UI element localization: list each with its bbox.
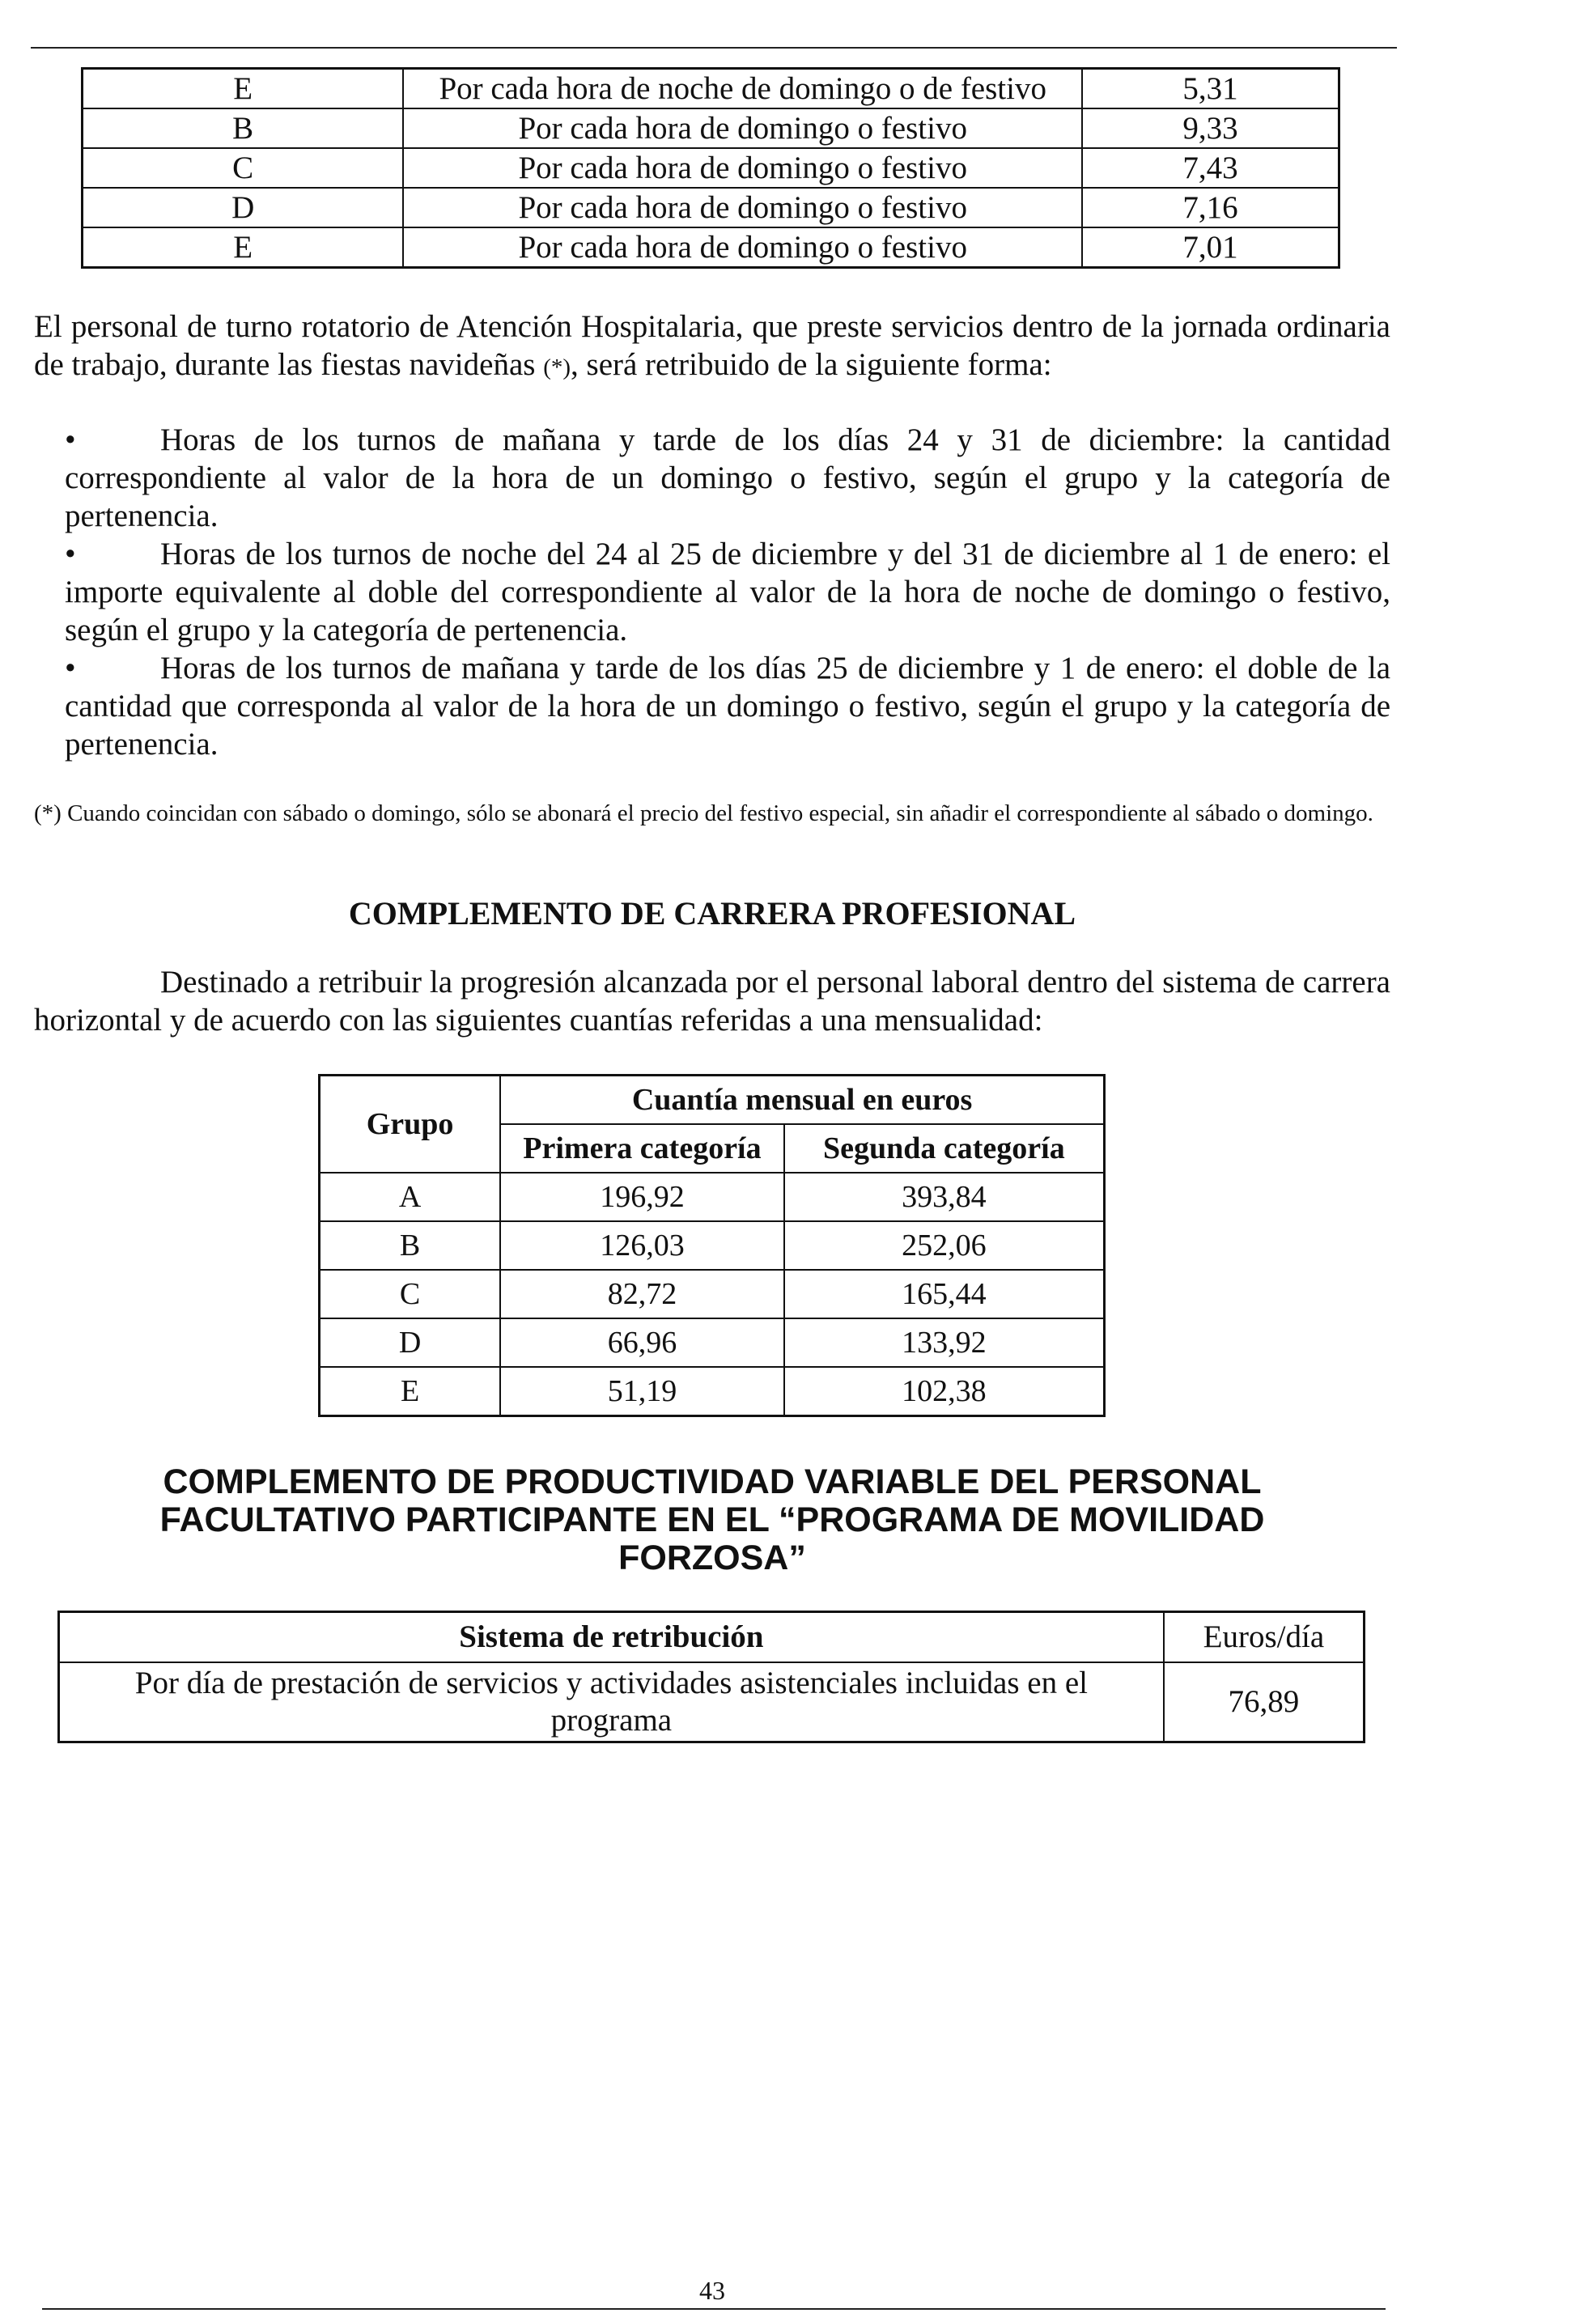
table-cell-second-category: 252,06 bbox=[784, 1221, 1105, 1270]
table-row bbox=[59, 1662, 1365, 1742]
table-row bbox=[320, 1270, 1105, 1318]
table-cell-group: E bbox=[83, 227, 404, 268]
list-item-text: Horas de los turnos de noche del 24 al 25 de diciembre y del 31 de diciembre al 1 de enero: el importe equivalente al doble del correspondiente al valor de la hora de noche de domingo o festivo, según el grupo y la categoría de pertenencia. bbox=[65, 537, 1390, 647]
table-row bbox=[320, 1221, 1105, 1270]
table-cell-group: E bbox=[320, 1367, 501, 1416]
table-cell-group: C bbox=[320, 1270, 501, 1318]
table-row bbox=[83, 227, 1339, 268]
footnote-marker: (*) bbox=[543, 354, 571, 380]
column-header-unit: Euros/día bbox=[1164, 1612, 1365, 1663]
list-item bbox=[65, 535, 1390, 649]
career-paragraph: Destinado a retribuir la progresión alcanzada por el personal laboral dentro del sistema de carrera horizontal y de acuerdo con las siguientes cuantías referidas a una mensualidad: bbox=[34, 965, 1390, 1038]
table-row bbox=[83, 69, 1339, 109]
table-cell-second-category: 165,44 bbox=[784, 1270, 1105, 1318]
christmas-shift-paragraph bbox=[34, 308, 1390, 387]
table-cell-concept: Por cada hora de noche de domingo o de festivo bbox=[403, 69, 1082, 109]
table-cell-group: C bbox=[83, 148, 404, 188]
table-row bbox=[320, 1367, 1105, 1416]
bullet-symbol: • bbox=[65, 422, 76, 457]
table-cell-concept: Por cada hora de domingo o festivo bbox=[403, 108, 1082, 148]
column-header-first-category: Primera categoría bbox=[500, 1124, 784, 1173]
page-number: 43 bbox=[699, 2276, 725, 2305]
table-cell-group: D bbox=[83, 188, 404, 227]
list-item-text: Horas de los turnos de mañana y tarde de los días 25 de diciembre y 1 de enero: el doble de la cantidad que corresponda al valor de la hora de un domingo o festivo, según el grupo y la categoría de pertenencia. bbox=[65, 651, 1390, 762]
table-row bbox=[320, 1318, 1105, 1367]
table-row bbox=[320, 1173, 1105, 1221]
table-cell-group: E bbox=[83, 69, 404, 109]
productivity-table bbox=[57, 1611, 1365, 1743]
hourly-rates-table bbox=[81, 67, 1340, 269]
table-cell-group: D bbox=[320, 1318, 501, 1367]
table-cell-first-category: 196,92 bbox=[500, 1173, 784, 1221]
table-cell-first-category: 51,19 bbox=[500, 1367, 784, 1416]
bottom-rule bbox=[42, 2308, 1386, 2310]
table-cell-amount: 5,31 bbox=[1082, 69, 1339, 109]
column-header-group: Grupo bbox=[320, 1076, 501, 1173]
table-cell-first-category: 66,96 bbox=[500, 1318, 784, 1367]
heading-line: FORZOSA” bbox=[618, 1538, 806, 1577]
column-header-amount: Cuantía mensual en euros bbox=[500, 1076, 1104, 1125]
list-item bbox=[65, 649, 1390, 763]
table-cell-concept: Por cada hora de domingo o festivo bbox=[403, 148, 1082, 188]
table-cell-amount: 7,43 bbox=[1082, 148, 1339, 188]
paragraph-text: El personal de turno rotatorio de Atención Hospitalaria, que preste servicios dentro de la jornada ordinaria de trabajo, durante las fiestas navideñas bbox=[34, 309, 1390, 382]
table-cell-amount: 7,01 bbox=[1082, 227, 1339, 268]
table-cell-group: B bbox=[83, 108, 404, 148]
table-row bbox=[83, 188, 1339, 227]
table-cell-first-category: 126,03 bbox=[500, 1221, 784, 1270]
table-header-row bbox=[59, 1612, 1365, 1663]
table-row bbox=[83, 108, 1339, 148]
table-cell-amount: 7,16 bbox=[1082, 188, 1339, 227]
bullet-symbol: • bbox=[65, 537, 76, 571]
heading-line: COMPLEMENTO DE PRODUCTIVIDAD VARIABLE DEL PERSONAL bbox=[163, 1462, 1262, 1501]
heading-line: FACULTATIVO PARTICIPANTE EN EL “PROGRAMA DE MOVILIDAD bbox=[159, 1500, 1265, 1539]
top-rule bbox=[31, 47, 1397, 49]
table-cell-amount: 9,33 bbox=[1082, 108, 1339, 148]
table-cell-second-category: 393,84 bbox=[784, 1173, 1105, 1221]
table-cell-group: A bbox=[320, 1173, 501, 1221]
table-cell-second-category: 102,38 bbox=[784, 1367, 1105, 1416]
paragraph-text: , será retribuido de la siguiente forma: bbox=[571, 347, 1052, 382]
bullet-symbol: • bbox=[65, 651, 76, 685]
footnote: (*) Cuando coincidan con sábado o domingo, sólo se abonará el precio del festivo especial, sin añadir el correspondiente al sábado o domingo. bbox=[34, 800, 1373, 826]
column-header-system: Sistema de retribución bbox=[59, 1612, 1164, 1663]
table-cell-concept: Por cada hora de domingo o festivo bbox=[403, 227, 1082, 268]
section-heading: COMPLEMENTO DE CARRERA PROFESIONAL bbox=[348, 895, 1076, 932]
section-heading bbox=[65, 1463, 1360, 1577]
bullet-list bbox=[65, 421, 1390, 763]
list-item bbox=[65, 421, 1390, 535]
table-cell-first-category: 82,72 bbox=[500, 1270, 784, 1318]
column-header-second-category: Segunda categoría bbox=[784, 1124, 1105, 1173]
table-cell-amount: 76,89 bbox=[1164, 1662, 1365, 1742]
table-cell-second-category: 133,92 bbox=[784, 1318, 1105, 1367]
career-complement-table bbox=[318, 1074, 1106, 1417]
table-row bbox=[83, 148, 1339, 188]
list-item-text: Horas de los turnos de mañana y tarde de los días 24 y 31 de diciembre: la cantidad correspondiente al valor de la hora de un domingo o festivo, según el grupo y la categoría de pertenencia. bbox=[65, 422, 1390, 533]
table-cell-concept: Por cada hora de domingo o festivo bbox=[403, 188, 1082, 227]
table-cell-description: Por día de prestación de servicios y actividades asistenciales incluidas en el programa bbox=[59, 1662, 1164, 1742]
table-cell-group: B bbox=[320, 1221, 501, 1270]
table-header-row bbox=[320, 1076, 1105, 1125]
